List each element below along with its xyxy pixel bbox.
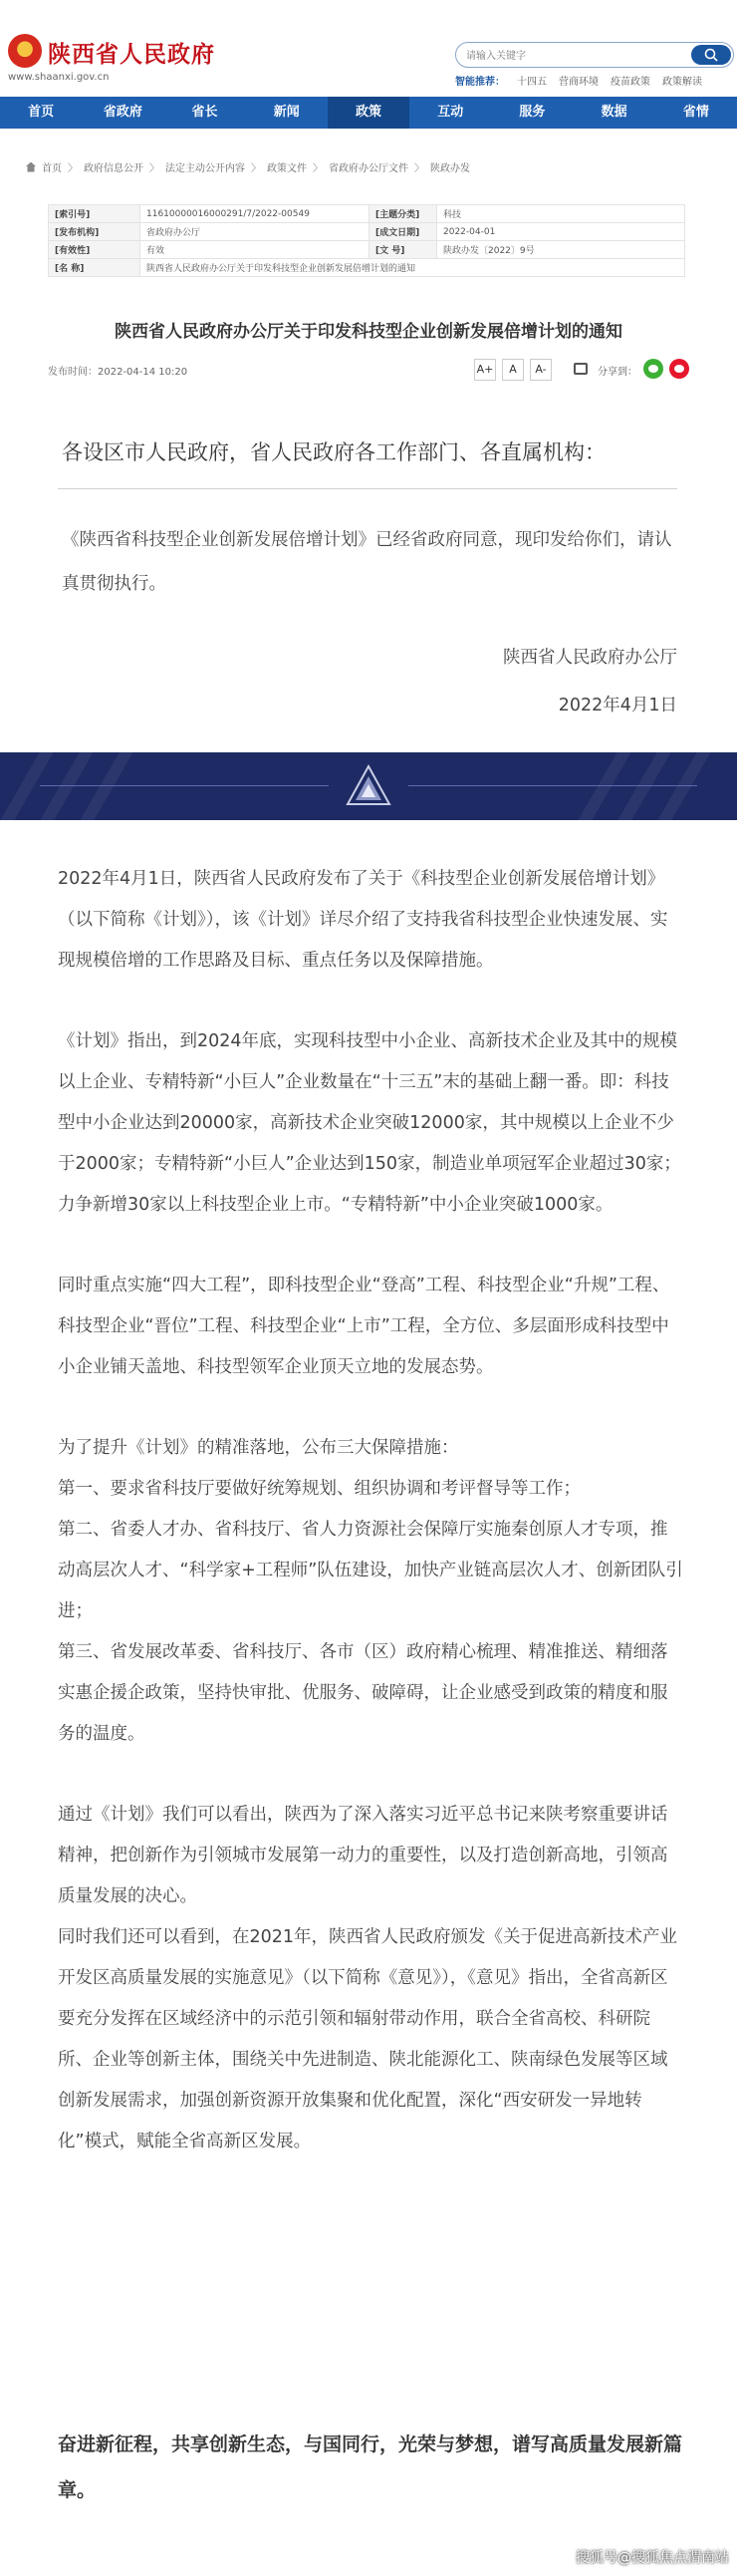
publish-toolbar <box>48 357 690 383</box>
nav-service[interactable]: 服务 <box>519 105 546 120</box>
quicklinks-label: 智能推荐： <box>455 77 505 88</box>
article-closing: 奋进新征程，共享创新生态，与国同行，光荣与梦想，谱写高质量发展新篇章。 <box>58 2433 683 2501</box>
article-paragraph: 2022年4月1日，陕西省人民政府发布了关于《科技型企业创新发展倍增计划》（以下简称《计划》），该《计划》详尽介绍了支持我省科技型企业快速发展、实现规模倍增的工作思路及目标、重点任务以及保障措施。 <box>58 869 668 971</box>
meta-value: 有效 <box>140 241 369 259</box>
article-paragraph: 《计划》指出，到2024年底，实现科技型中小企业、高新技术企业及其中的规模以上企业、专精特新“小巨人”企业数量在“十三五”末的基础上翻一番。即：科技型中小企业达到20000家，高新技术企业突破12000家，其中规模以上企业不少于2000家；专精特新“小巨人”企业达到150家，制造业单项冠军企业超过30家；力争新增30家以上科技型企业上市。“专精特新”中小企业突破1000家。 <box>58 1031 681 1215</box>
quicklink-item[interactable]: 十四五 <box>517 77 547 88</box>
meta-value: 陕西省人民政府办公厅关于印发科技型企业创新发展倍增计划的通知 <box>140 259 685 277</box>
publish-time: 发布时间：2022-04-14 10:20 <box>48 367 188 378</box>
notice-signature-date: 2022年4月1日 <box>558 696 677 716</box>
meta-key: [有效性] <box>49 241 140 259</box>
nav-interaction[interactable]: 互动 <box>437 105 464 120</box>
meta-key: [发布机构] <box>49 223 140 241</box>
meta-key: [文 号] <box>369 241 437 259</box>
band-line <box>408 785 697 786</box>
nav-news[interactable]: 新闻 <box>273 105 300 120</box>
site-header <box>0 0 737 95</box>
site-title[interactable]: 陕西省人民政府 <box>48 41 215 68</box>
meta-value: 11610000016000291/7/2022-00549 <box>140 205 369 223</box>
nav-data[interactable]: 数据 <box>601 105 627 120</box>
band-line <box>40 785 329 786</box>
document-meta-table <box>48 204 685 277</box>
font-decrease-button[interactable]: A- <box>530 359 552 381</box>
search-input[interactable] <box>466 48 685 64</box>
weibo-share-icon[interactable] <box>669 359 689 379</box>
breadcrumb-item[interactable]: 法定主动公开内容 <box>165 163 245 174</box>
breadcrumb-item[interactable]: 政策文件 <box>267 163 307 174</box>
article-paragraph: 通过《计划》我们可以看出，陕西为了深入落实习近平总书记来陕考察重要讲话精神，把创新作为引领城市发展第一动力的重要性，以及打造创新高地，引领高质量发展的决心。 <box>58 1805 668 1906</box>
article-paragraph: 第三、省发展改革委、省科技厅、各市（区）政府精心梳理、精准推送、精细落实惠企援企政策，坚持快审批、优服务、破障碍，让企业感受到政策的精度和服务的温度。 <box>58 1642 668 1744</box>
nav-policy[interactable]: 政策 <box>328 97 409 129</box>
table-row <box>49 205 685 223</box>
triangle-logo-icon <box>346 764 391 808</box>
breadcrumb: 首页 〉 政府信息公开 〉 法定主动公开内容 〉 政策文件 〉 省政府办公厅文件 〉 陕政办发 <box>26 159 470 174</box>
meta-value: 科技 <box>437 205 685 223</box>
meta-key: [名 称] <box>49 259 140 277</box>
breadcrumb-item[interactable]: 首页 <box>42 163 62 174</box>
home-icon <box>26 162 36 172</box>
search-icon <box>704 48 718 62</box>
table-row <box>49 241 685 259</box>
site-domain: www.shaanxi.gov.cn <box>8 72 110 83</box>
meta-key: [成文日期] <box>369 223 437 241</box>
meta-key: [索引号] <box>49 205 140 223</box>
gov-site-screenshot <box>0 0 737 389</box>
article-paragraph: 第一、要求省科技厅要做好统筹规划、组织协调和考评督导等工作； <box>58 1479 581 1499</box>
nav-province-info[interactable]: 省情 <box>682 105 709 120</box>
nav-governor[interactable]: 省长 <box>191 105 218 120</box>
table-row <box>49 259 685 277</box>
font-increase-button[interactable]: A+ <box>474 359 496 381</box>
breadcrumb-item[interactable]: 省政府办公厅文件 <box>329 163 408 174</box>
quicklink-item[interactable]: 营商环境 <box>559 77 599 88</box>
nav-home[interactable]: 首页 <box>28 105 55 120</box>
notice-salutation: 各设区市人民政府，省人民政府各工作部门、各直属机构： <box>62 440 606 464</box>
article-body <box>58 859 683 2162</box>
notice-body: 《陕西省科技型企业创新发展倍增计划》已经省政府同意，现印发给你们，请认真贯彻执行。 <box>62 530 672 594</box>
nav-government[interactable]: 省政府 <box>103 105 142 120</box>
table-row <box>49 223 685 241</box>
search-button[interactable] <box>691 45 731 65</box>
meta-value: 2022-04-01 <box>437 223 685 241</box>
share-label: 分享到： <box>598 367 637 378</box>
smart-recommend <box>455 73 737 88</box>
font-default-button[interactable]: A <box>502 359 524 381</box>
source-watermark: 搜狐号@搜狐焦点渭南站 <box>576 2550 729 2566</box>
divider <box>58 488 677 489</box>
breadcrumb-item[interactable]: 陕政办发 <box>430 163 470 174</box>
search-box <box>455 42 734 68</box>
print-icon[interactable] <box>574 363 588 375</box>
quicklink-item[interactable]: 政策解读 <box>662 77 702 88</box>
meta-key: [主题分类] <box>369 205 437 223</box>
quicklink-item[interactable]: 疫苗政策 <box>611 77 650 88</box>
main-nav <box>0 97 737 129</box>
breadcrumb-item[interactable]: 政府信息公开 <box>84 163 143 174</box>
article-paragraph: 第二、省委人才办、省科技厅、省人力资源社会保障厅实施秦创原人才专项，推动高层次人才、“科学家+工程师”队伍建设，加快产业链高层次人才、创新团队引进； <box>58 1520 683 1621</box>
decorative-band <box>0 752 737 820</box>
national-emblem-icon <box>8 34 42 68</box>
meta-value: 陕政办发〔2022〕9号 <box>437 241 685 259</box>
notice-signature-org: 陕西省人民政府办公厅 <box>503 648 677 668</box>
document-title: 陕西省人民政府办公厅关于印发科技型企业创新发展倍增计划的通知 <box>115 322 622 342</box>
article-paragraph: 同时我们还可以看到，在2021年，陕西省人民政府颁发《关于促进高新技术产业开发区高质量发展的实施意见》（以下简称《意见》），《意见》指出，全省高新区要充分发挥在区域经济中的示范引领和辐射带动作用，联合全省高校、科研院所、企业等创新主体，围绕关中先进制造、陕北能源化工、陕南绿色发展等区域创新发展需求，加强创新资源开放集聚和优化配置，深化“西安研发一异地转化”模式，赋能全省高新区发展。 <box>58 1927 678 2151</box>
article-paragraph: 同时重点实施“四大工程”，即科技型企业“登高”工程、科技型企业“升规”工程、科技型企业“晋位”工程、科技型企业“上市”工程，全方位、多层面形成科技型中小企业铺天盖地、科技型领军企业顶天立地的发展态势。 <box>58 1276 670 1377</box>
font-size-controls <box>474 359 552 381</box>
wechat-share-icon[interactable] <box>643 359 663 379</box>
meta-value: 省政府办公厅 <box>140 223 369 241</box>
article-paragraph: 为了提升《计划》的精准落地，公布三大保障措施： <box>58 1438 459 1458</box>
